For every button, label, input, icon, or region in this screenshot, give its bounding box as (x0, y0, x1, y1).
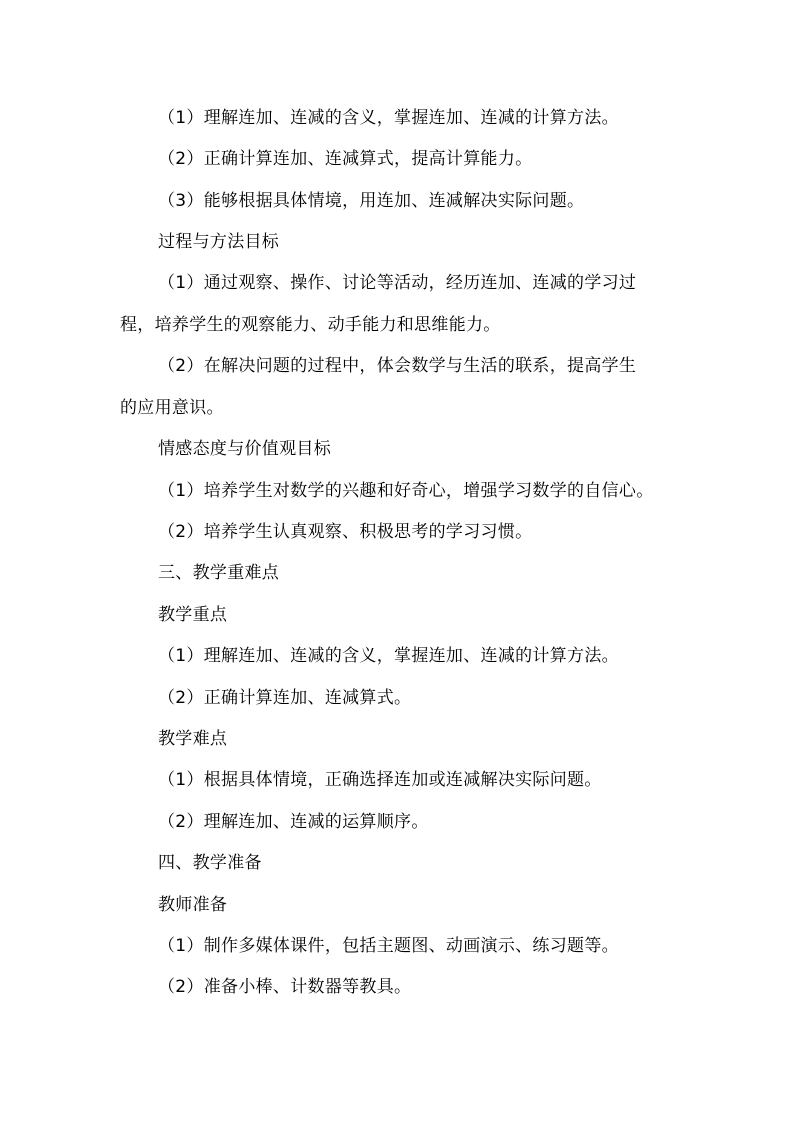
subheading-difficult-points: 教学难点 (158, 729, 228, 749)
objective-item-2: （2）正确计算连加、连减算式，提高计算能力。 (158, 149, 533, 169)
emotion-item-2: （2）培养学生认真观察、积极思考的学习习惯。 (158, 522, 533, 542)
section-heading-emotion-values: 情感态度与价值观目标 (158, 439, 331, 459)
process-item-1-line-2: 程，培养学生的观察能力、动手能力和思维能力。 (120, 315, 501, 335)
teacher-prep-item-1: （1）制作多媒体课件，包括主题图、动画演示、练习题等。 (158, 936, 619, 956)
process-item-2-line-1: （2）在解决问题的过程中，体会数学与生活的联系，提高学生 (158, 356, 637, 376)
key-point-item-2: （2）正确计算连加、连减算式。 (158, 688, 412, 708)
difficult-point-item-1: （1）根据具体情境，正确选择连加或连减解决实际问题。 (158, 770, 602, 790)
section-heading-process-methods: 过程与方法目标 (158, 232, 280, 252)
process-item-1-line-1: （1）通过观察、操作、讨论等活动，经历连加、连减的学习过 (158, 273, 637, 293)
objective-item-3: （3）能够根据具体情境，用连加、连减解决实际问题。 (158, 191, 585, 211)
subheading-key-points: 教学重点 (158, 605, 228, 625)
emotion-item-1: （1）培养学生对数学的兴趣和好奇心，增强学习数学的自信心。 (158, 481, 654, 501)
key-point-item-1: （1）理解连加、连减的含义，掌握连加、连减的计算方法。 (158, 646, 619, 666)
difficult-point-item-2: （2）理解连加、连减的运算顺序。 (158, 812, 429, 832)
process-item-2-line-2: 的应用意识。 (120, 398, 224, 418)
objective-item-1: （1）理解连加、连减的含义，掌握连加、连减的计算方法。 (158, 108, 619, 128)
section-heading-teaching-preparation: 四、教学准备 (158, 853, 262, 873)
subheading-teacher-preparation: 教师准备 (158, 895, 228, 915)
section-heading-key-difficult-points: 三、教学重难点 (158, 563, 280, 583)
teacher-prep-item-2: （2）准备小棒、计数器等教具。 (158, 977, 412, 997)
